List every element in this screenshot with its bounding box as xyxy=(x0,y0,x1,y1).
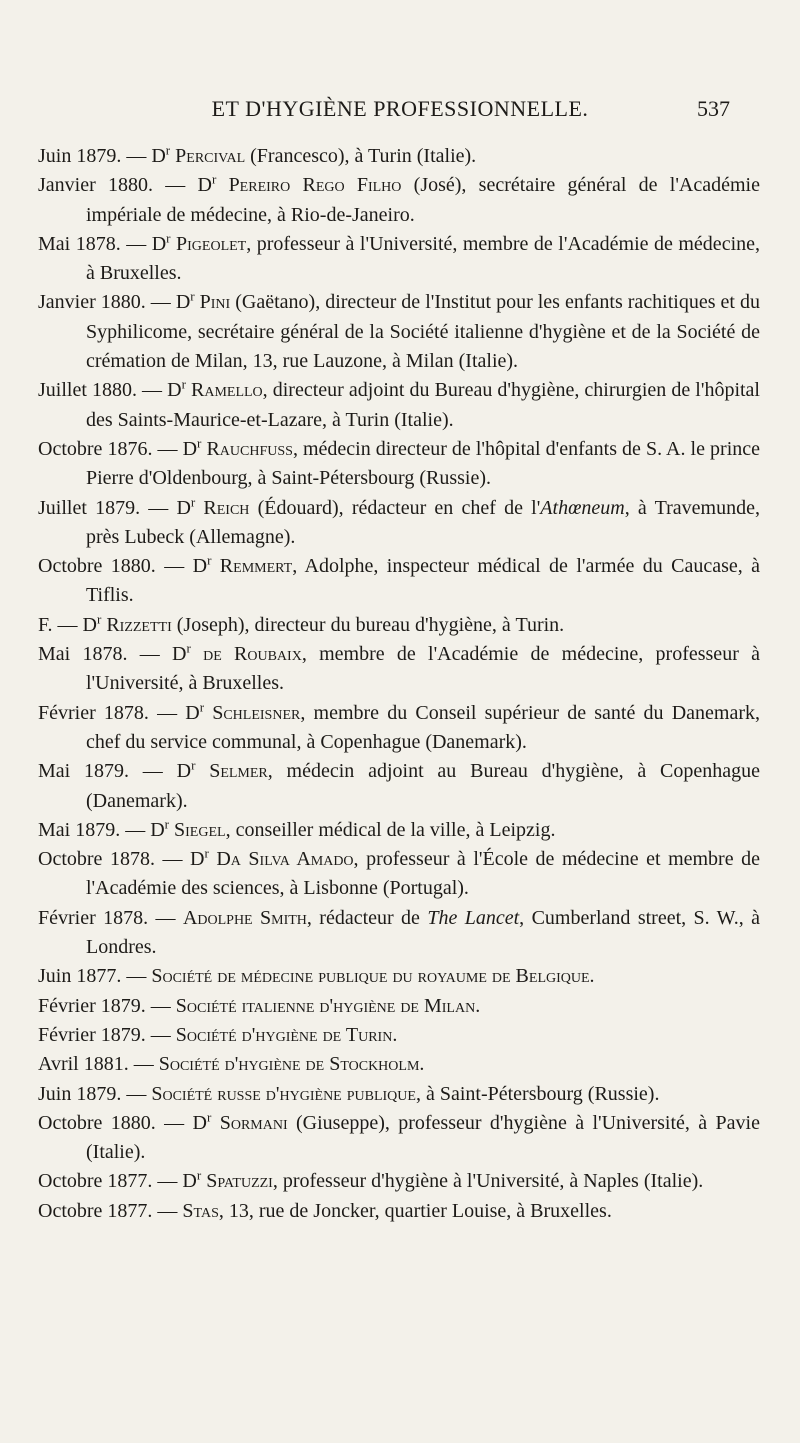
entry-text: (Édouard), rédacteur en chef de l' xyxy=(249,496,541,519)
entry-text: . xyxy=(419,1053,425,1076)
entry-name: Selmer xyxy=(195,760,268,783)
member-entry xyxy=(38,757,760,816)
entry-title: D xyxy=(182,437,198,460)
entry-text: . xyxy=(392,1023,398,1046)
entry-title: D xyxy=(151,145,166,167)
member-entry xyxy=(38,1167,760,1196)
member-entry xyxy=(38,435,760,494)
entry-title-sup: r xyxy=(165,142,171,158)
entry-date: Février 1878. — xyxy=(38,701,186,724)
entry-text: , à Saint-Pétersbourg (Russie). xyxy=(415,1082,660,1105)
entry-date: Février 1879. — xyxy=(38,1023,176,1046)
entry-name: Siegel xyxy=(169,818,226,841)
entry-text: , rédacteur de xyxy=(306,906,428,929)
member-entry xyxy=(38,904,760,963)
entry-date: Octobre 1877. — xyxy=(38,1170,183,1193)
entry-title: D xyxy=(150,818,165,841)
member-entry xyxy=(38,992,760,1021)
entry-name: Sormani xyxy=(211,1111,288,1134)
entry-name: Rizzetti xyxy=(101,613,172,636)
entry-text: (Francesco), à Turin (Italie). xyxy=(245,145,477,167)
entry-title-sup: r xyxy=(204,845,209,861)
entry-title-sup: r xyxy=(196,1167,202,1183)
entry-date: Mai 1879. — xyxy=(38,818,151,841)
entry-name: Percival xyxy=(170,145,246,167)
entry-name: Rauchfuss xyxy=(201,437,293,460)
member-entry xyxy=(38,962,760,991)
entry-name: Spatuzzi xyxy=(201,1170,273,1193)
entry-name: Société italienne d'hygiène de Milan xyxy=(175,994,476,1017)
entry-date: Juin 1879. — xyxy=(38,1082,152,1105)
entry-title-sup: r xyxy=(190,493,196,509)
entry-date: Février 1879. — xyxy=(38,994,176,1017)
entry-title-sup: r xyxy=(191,757,196,773)
member-entry xyxy=(38,1080,760,1109)
entry-text: (José), secrétaire général de l'Académie impériale de médecine, à Rio-de-Janeiro. xyxy=(86,174,760,226)
entry-title: D xyxy=(192,555,208,578)
entry-name: Société d'hygiène de Stockholm xyxy=(158,1053,420,1076)
entry-title: D xyxy=(192,1111,207,1134)
entry-name: Pini xyxy=(194,291,231,314)
entry-title-sup: r xyxy=(199,698,205,714)
member-entry xyxy=(38,1021,760,1050)
entry-text: , 13, rue de Joncker, quartier Louise, à Bruxelles. xyxy=(218,1199,612,1222)
entry-text: (Giuseppe), professeur d'hygiène à l'Université, à Pavie (Italie). xyxy=(86,1111,760,1164)
entry-date: Janvier 1880. — xyxy=(38,174,198,197)
entry-text: , Adolphe, inspecteur médical de l'armée du Caucase, à Tiflis. xyxy=(86,555,761,607)
entry-italic: The Lancet xyxy=(427,906,520,929)
page-number: 537 xyxy=(697,96,730,121)
entry-title: D xyxy=(176,496,191,519)
entry-name: Société russe d'hygiène publique xyxy=(151,1082,416,1105)
member-entry xyxy=(38,288,760,376)
entry-text: , directeur adjoint du Bureau d'hygiène, chirurgien de l'hôpital des Saints-Maurice-et-Lazare, à Turin (Italie). xyxy=(86,379,760,431)
entry-date: Février 1878. — xyxy=(38,906,183,929)
entry-title-sup: r xyxy=(197,435,202,451)
entry-title-sup: r xyxy=(211,171,217,187)
entry-name: de Roubaix xyxy=(190,643,302,666)
entry-name: Pigeolet xyxy=(170,232,247,255)
entry-text: , membre du Conseil supérieur de santé du Danemark, chef du service communal, à Copenhague (Danemark). xyxy=(86,701,760,753)
entry-title-sup: r xyxy=(186,640,191,656)
header-title: ET D'HYGIÈNE PROFESSIONNELLE. xyxy=(211,96,589,121)
entry-name: Adolphe Smith xyxy=(182,906,307,929)
entry-text: (Gaëtano), directeur de l'Institut pour les enfants rachitiques et du Syphilicome, secrétaire général de la Société italienne d'hygiène et de la Société de crémation de Milan, 13, rue Lauzone, à Milan (Italie). xyxy=(86,291,760,373)
member-entry xyxy=(38,611,760,640)
entry-title: D xyxy=(82,613,97,636)
entry-date: F. — xyxy=(38,613,83,636)
entry-date: Juin 1877. — xyxy=(38,965,152,988)
entry-name: Société de médecine publique du royaume de Belgique xyxy=(151,965,590,988)
entry-title-sup: r xyxy=(207,1109,212,1125)
entry-date: Octobre 1880. — xyxy=(38,555,193,578)
entry-italic: Athœneum xyxy=(540,496,625,519)
entry-title: D xyxy=(167,379,182,402)
entry-text: , médecin directeur de l'hôpital d'enfants de S. A. le prince Pierre d'Oldenbourg, à Saint-Pétersbourg (Russie). xyxy=(86,437,761,490)
entry-title: D xyxy=(190,848,205,871)
entry-title-sup: r xyxy=(96,611,102,627)
entry-text-cont: , Cumberland street, S. W., à Londres. xyxy=(86,906,760,959)
member-entry xyxy=(38,1050,760,1079)
entry-date: Mai 1879. — xyxy=(38,760,177,783)
entry-date: Janvier 1880. — xyxy=(38,291,176,314)
entry-text: , professeur à l'École de médecine et membre de l'Académie des sciences, à Lisbonne (Portugal). xyxy=(86,848,760,900)
entry-title-sup: r xyxy=(181,376,186,392)
entry-title: D xyxy=(176,760,192,783)
entry-text-cont: , à Travemunde, près Lubeck (Allemagne). xyxy=(86,496,760,548)
entry-date: Mai 1878. — xyxy=(38,643,173,666)
entry-title-sup: r xyxy=(190,288,195,304)
entry-date: Juillet 1880. — xyxy=(38,379,168,402)
member-entry xyxy=(38,640,760,699)
member-entry xyxy=(38,845,760,904)
entry-date: Octobre 1877. — xyxy=(38,1199,183,1222)
entry-name: Reich xyxy=(195,496,250,519)
entry-name: Schleisner xyxy=(204,701,301,724)
member-list xyxy=(38,142,760,1226)
entry-text: . xyxy=(475,994,481,1017)
entry-text: , professeur à l'Université, membre de l'Académie de médecine, à Bruxelles. xyxy=(86,232,760,285)
member-entry xyxy=(38,1197,760,1226)
member-entry xyxy=(38,816,760,845)
entry-date: Octobre 1878. — xyxy=(38,848,191,871)
entry-title-sup: r xyxy=(164,816,170,832)
member-entry xyxy=(38,171,760,230)
member-entry xyxy=(38,552,760,611)
entry-name: Stas xyxy=(182,1199,219,1222)
entry-name: Pereiro Rego Filho xyxy=(216,174,402,197)
entry-text: (Joseph), directeur du bureau d'hygiène, à Turin. xyxy=(171,613,565,636)
entry-name: Société d'hygiène de Turin xyxy=(175,1023,393,1046)
member-entry xyxy=(38,1109,760,1168)
entry-title-sup: r xyxy=(207,552,212,568)
entry-date: Mai 1878. — xyxy=(38,232,152,255)
entry-title: D xyxy=(185,701,200,724)
entry-name: Remmert xyxy=(211,555,293,578)
member-entry xyxy=(38,230,760,289)
entry-date: Avril 1881. — xyxy=(38,1053,159,1076)
entry-title: D xyxy=(172,643,187,666)
member-entry xyxy=(38,699,760,758)
entry-date: Juillet 1879. — xyxy=(38,496,177,519)
entry-text: , médecin adjoint au Bureau d'hygiène, à Copenhague (Danemark). xyxy=(86,760,760,812)
entry-title: D xyxy=(151,232,167,255)
member-entry xyxy=(38,494,760,553)
entry-date: Octobre 1876. — xyxy=(38,437,183,460)
running-header xyxy=(0,96,800,124)
entry-text: , professeur d'hygiène à l'Université, à Naples (Italie). xyxy=(272,1170,704,1193)
entry-name: Da Silva Amado xyxy=(208,848,354,871)
entry-text: . xyxy=(589,965,595,988)
entry-title: D xyxy=(182,1170,197,1193)
entry-text: , membre de l'Académie de médecine, professeur à l'Université, à Bruxelles. xyxy=(86,643,760,695)
entry-name: Ramello xyxy=(185,379,263,402)
entry-date: Octobre 1880. — xyxy=(38,1111,193,1134)
entry-title: D xyxy=(197,174,212,197)
member-entry xyxy=(38,142,760,171)
entry-title-sup: r xyxy=(166,230,171,246)
entry-date: Juin 1879. — xyxy=(38,145,152,167)
member-entry xyxy=(38,376,760,435)
entry-text: , conseiller médical de la ville, à Leipzig. xyxy=(225,818,556,841)
entry-title: D xyxy=(175,291,191,314)
